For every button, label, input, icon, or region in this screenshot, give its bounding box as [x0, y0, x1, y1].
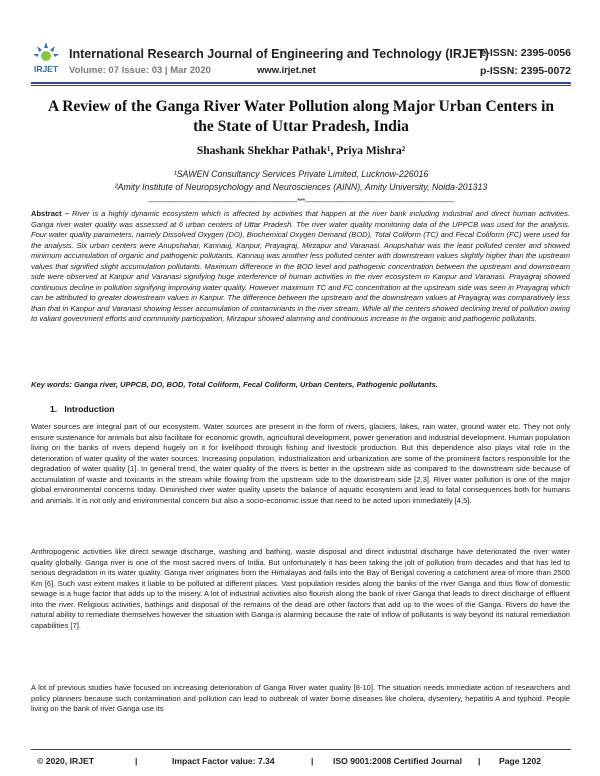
footer-iso: ISO 9001:2008 Certified Journal: [333, 756, 462, 766]
volume-issue: Volume: 07 Issue: 03 | Mar 2020: [69, 65, 211, 76]
irjet-logo: [31, 40, 61, 74]
section-title: Introduction: [64, 404, 115, 414]
footer-separator: |: [311, 756, 314, 766]
logo-lettering: IRJET: [33, 64, 59, 74]
keywords: Key words: Ganga river, UPPCB, DO, BOD, Total Coliform, Fecal Coliform, Urban Centers, Pathogenic pollutants.: [31, 380, 438, 389]
abstract-text: River is a highly dynamic ecosystem which is affected by activities that happen at the river bank including industrial and direct human activities. Ganga river water quality was assessed at 6 urban centers of Uttar Pradesh. The river water quality monitoring data of the UPPCB was used for the analysis. Four water quality parameters, namely Dissolved Oxygen (DO), Biochemical Oxygen Demand (BOD), Total Coliform (TC) and Fecal Coliform (FC) were used for the analysis. Six urban centers were Anupshahar, Kannauj, Kanpur, Prayagraj, Mirzapur and Varanasi. Anupshahar was the least polluted center and showed minimum accumulation of organic and pathogenic pollutants. Kannauj was another less polluted center with downstream values slightly higher than the upstream values that signified slight accumulation pollutants. Maximum difference in the BOD level and pathogenic concentration between the upstream and downstream side were observed at Kanpur and Varanasi signifying huge interference of human activities in the river ecosystem in Kanpur and Varanasi. Prayagraj showed continuous decline in pollution signifying improving water quality. However maximum TC and FC concentration at the upstream side was seen in Prayagraj which can be attributed to greater downstream values in Kanpur. The difference between the upstream and the downstream values at Prayagraj was comparatively less than that in Kanpur and Varanasi showing lesser accumulation of contaminants in the river stream. While all the centers showed declining trend of pollution owing to valiant government efforts and community participation, Mirzapur showed alarming and continuous increase in the organic and pathogenic pollutants.: [31, 209, 570, 323]
paragraph-2: Anthropogenic activities like direct sewage discharge, washing and bathing, waste disposal and direct industrial discharge have deteriorated the river water quality globally. Ganga river is one of the most sacred rivers of India. But unfortunately it has been taking the jolt of pollution from decades and that has led to serious degradation in its water quality. Ganga river originates from the Himalayas and falls into the Bay of Bengal covering a catchment area of more than 2500 Km [6]. Such vast extent makes it liable to be polluted at different places. Vast population resides along the banks of the river Ganga and thus flow of domestic sewage is a huge factor that adds up to the misery. A lot of industrial activities also flourish along the bank of river Ganga that leads to direct discharge of effluent into the river. Religious activities, bathings and disposal of the remains of the dead are other factors that add up to the woes of the Ganga. Rivers do have the natural ability to remediate themselves however the situation with Ganga is alarming because the rate of inflow of pollutants is way beyond its natural remediation capabilities [7].: [31, 547, 570, 630]
p-issn: p-ISSN: 2395-0072: [479, 65, 571, 77]
footer-separator: |: [135, 756, 138, 766]
header-divider-thin: [31, 85, 571, 86]
paper-authors: Shashank Shekhar Pathak¹, Priya Mishra²: [196, 145, 406, 157]
section-separator: ---------------------------------------------------------------------***---------------------------------------------------------------------: [147, 197, 455, 206]
affiliation-2: ²Amity Institute of Neuropsychology and Neurosciences (AINN), Amity University, Noida-201313: [114, 182, 488, 192]
footer-divider: [31, 749, 571, 750]
header-divider: [31, 82, 571, 84]
journal-website-link[interactable]: www.irjet.net: [257, 65, 316, 76]
paragraph-3: A lot of previous studies have focused on increasing deterioration of Ganga River water quality [8-10]. The situation needs immediate action of researchers and policy planners because such contamination and pollution can lead to outbreak of water borne diseases like cholera, dysentery, hepatitis A and typhoid. People living on the bank of river Ganga use its: [31, 683, 570, 713]
footer-copyright: © 2020, IRJET: [37, 756, 94, 766]
journal-title: International Research Journal of Engineering and Technology (IRJET): [69, 47, 489, 61]
footer-page-number: Page 1202: [499, 756, 542, 766]
abstract: [31, 209, 570, 325]
footer-separator: |: [478, 756, 481, 766]
abstract-label: Abstract –: [31, 209, 69, 218]
e-issn: e-ISSN: 2395-0056: [480, 47, 571, 59]
paragraph-1: Water sources are integral part of our ecosystem. Water sources are present in the form of rivers, glaciers, lakes, rain water, ground water etc. They not only ensure sustenance for animals but also facilitate for economic growth, agricultural development, power generation and industrial development. Human population living on the banks of rivers depend hugely on it for livelihood through fishing and livestock production. But this dependence also plays vital role in the deterioration of water quality of the water sources. Increasing population, industrialization and urbanization are some of the prominent factors responsible for the degradation of water quality [1]. In general trend, the water quality of the rivers is better in the upstream side as compared to the downstream side because of accumulation of waste and toxicants in the stream while flowing from the upstream side to the downstream side [2,3]. River water pollution is one of the major global environmental concerns today. Diminished river water quality upsets the balance of aquatic ecosystem and lead to fatal consequences both for humans and animals. It is not only and environmental concern but also a socio-economic issue that need to be acted upon immediately [4,5].: [31, 422, 570, 505]
footer-impact-factor: Impact Factor value: 7.34: [172, 756, 275, 766]
section-number: 1.: [50, 404, 58, 414]
affiliation-1: ¹SAWEN Consultancy Services Private Limited, Lucknow-226016: [173, 169, 429, 179]
journal-header: [31, 40, 571, 86]
paper-title: A Review of the Ganga River Water Pollution along Major Urban Centers in the State of Uttar Pradesh, India: [47, 98, 555, 135]
section-heading: [50, 404, 114, 414]
